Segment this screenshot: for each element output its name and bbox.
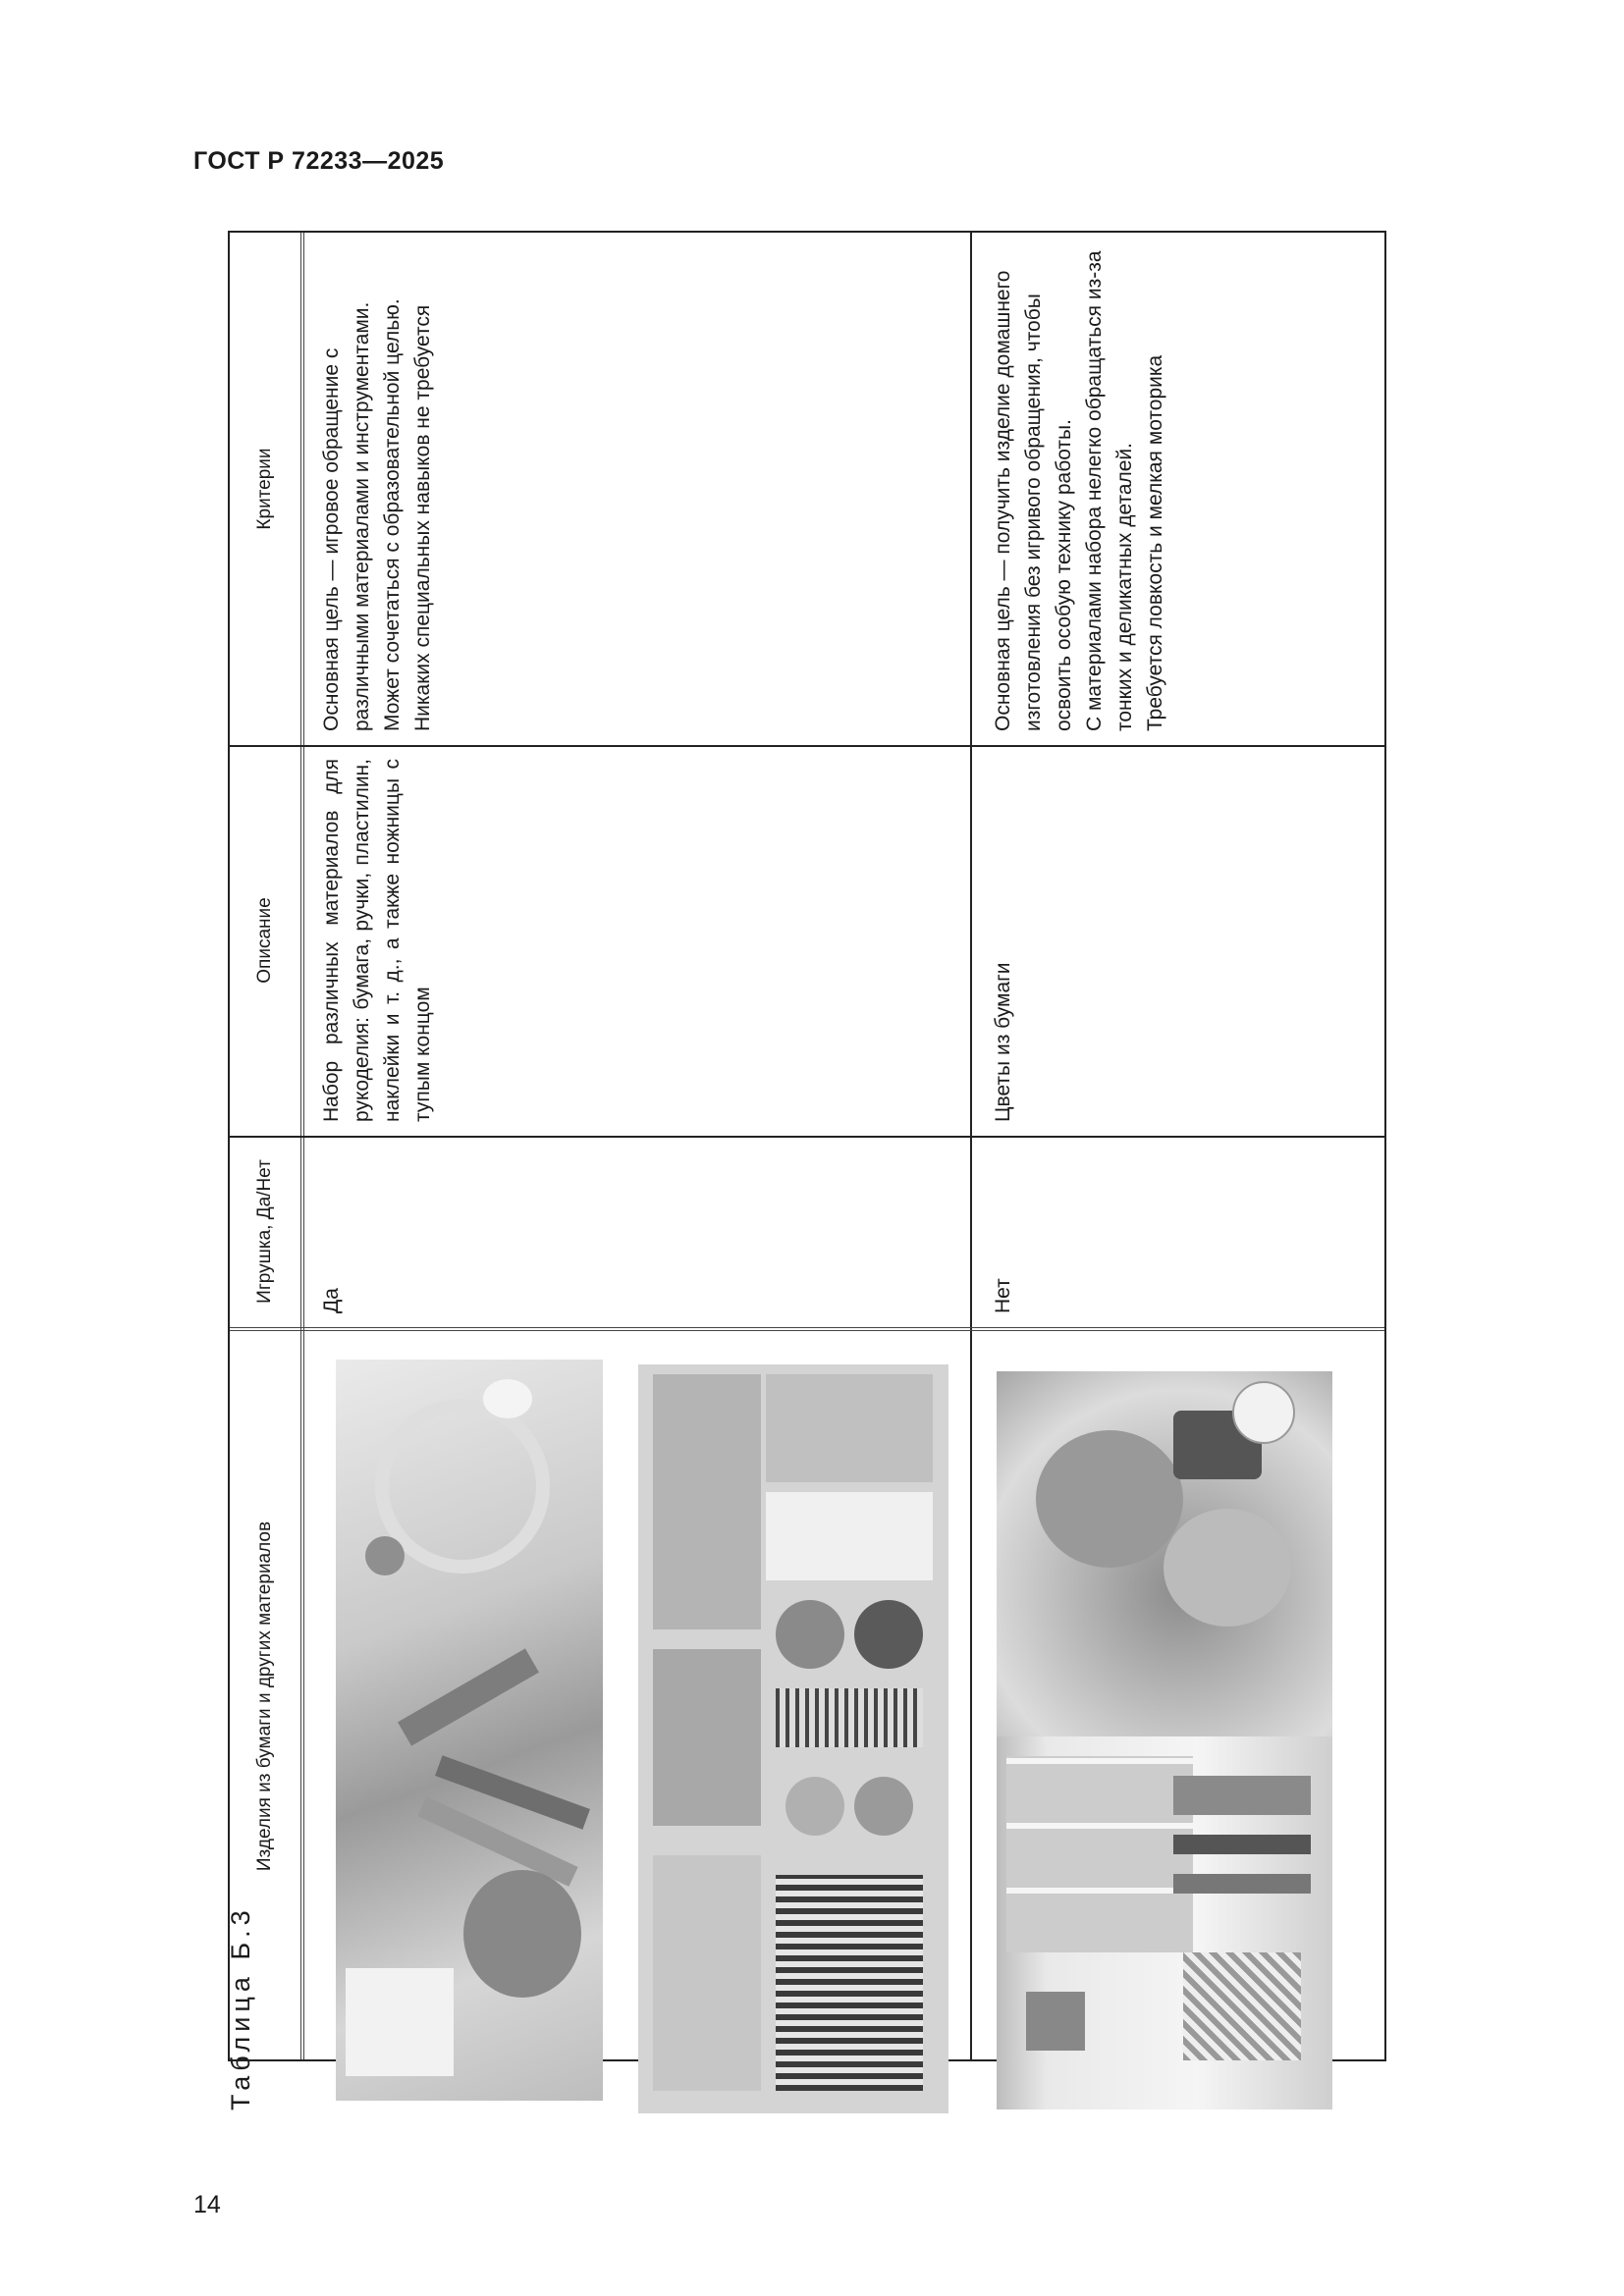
row1-criteria-line: Может сочетаться с образовательной целью. xyxy=(381,298,404,731)
row2-criteria-line: Основная цель — получить изделие домашнего изготовления без игривого обращения, чтобы освоить особую технику работы. xyxy=(992,270,1075,731)
photo-craft-kit-clay xyxy=(336,1360,603,2101)
row1-criteria-cell xyxy=(304,233,970,745)
column-header-criteria: Критерии xyxy=(254,448,275,530)
document-header: ГОСТ Р 72233—2025 xyxy=(193,147,445,175)
row2-description-text: Цветы из бумаги xyxy=(992,962,1014,1122)
photo-paper-flowers-kit xyxy=(997,1736,1332,2109)
row1-toy-cell xyxy=(304,1136,970,1327)
row2-criteria-line: С материалами набора нелегко обращаться из-за тонких и деликатных деталей. xyxy=(1083,250,1136,731)
row1-description-cell xyxy=(304,745,970,1136)
column-separator xyxy=(230,1327,1384,1331)
column-header-products: Изделия из бумаги и других материалов xyxy=(254,1521,275,1872)
row1-criteria-line: Никаких специальных навыков не требуется xyxy=(411,304,434,731)
table-label: Таблица Б.3 xyxy=(226,1905,255,2110)
photo-paper-flowers xyxy=(997,1371,1332,1736)
photo-craft-kit-contents xyxy=(638,1364,948,2113)
row2-toy-value: Нет xyxy=(992,1278,1014,1313)
row-separator xyxy=(970,233,972,2059)
column-header-description: Описание xyxy=(254,897,275,984)
row2-criteria-line: Требуется ловкость и мелкая моторика xyxy=(1144,354,1166,731)
row1-criteria-line: Основная цель — игровое обращение с различными материалами и инструментами. xyxy=(320,301,373,731)
row2-description-cell xyxy=(976,745,1386,1136)
page-number: 14 xyxy=(193,2191,221,2218)
row2-criteria-cell xyxy=(976,233,1386,745)
data-table xyxy=(228,231,1386,2061)
row1-toy-value: Да xyxy=(320,1288,343,1313)
column-header-toy: Игрушка, Да/Нет xyxy=(254,1159,275,1304)
row2-toy-cell xyxy=(976,1136,1386,1327)
row1-description-text: Набор различных материалов для рукоделия: бумага, ручки, пластилин, наклейки и т. д., а также ножницы с тупым концом xyxy=(320,759,434,1122)
